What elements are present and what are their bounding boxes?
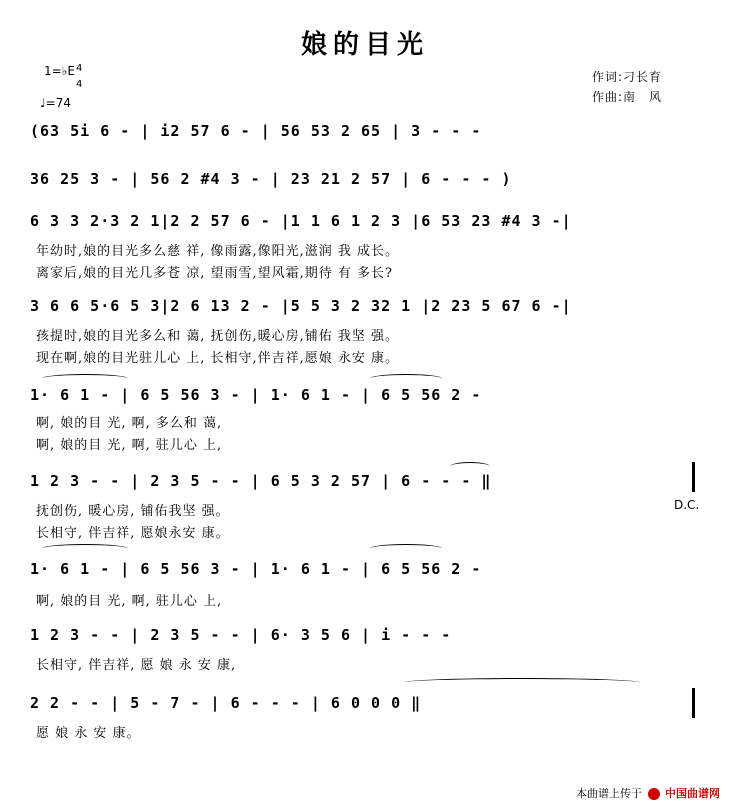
lyrics-row-4-verse-2: 现在啊,娘的目光驻儿心 上, 长相守,伴吉祥,愿娘 永安 康。 [36, 351, 400, 366]
score-row-1: (63 5i 6 - | i2 57 6 - | 56 53 2 65 | 3 - - - [30, 122, 482, 140]
upload-credit-site[interactable]: 中国曲谱网 [665, 787, 720, 800]
score-row-8: 1 2 3 - - | 2 3 5 - - | 6· 3 5 6 | i - - - [30, 626, 452, 644]
lyrics-row-3-verse-2: 离家后,娘的目光几多苍 凉, 望雨雪,望风霜,期待 有 多长? [36, 266, 394, 281]
tempo-marking: ♩=74 [40, 96, 71, 110]
upload-credit [576, 785, 720, 801]
lyrics-row-4-verse-1: 孩提时,娘的目光多么和 蔼, 抚创伤,暖心房,铺佑 我坚 强。 [36, 329, 400, 344]
upload-credit-prefix: 本曲谱上传于 [576, 787, 642, 800]
lyricist-credit: 作词:刁长育 [592, 70, 663, 84]
time-signature-top: 4 [76, 63, 83, 74]
tie-mark [404, 678, 640, 687]
lyrics-row-9: 愿 娘 永 安 康。 [36, 726, 141, 741]
final-barline [692, 688, 695, 718]
time-signature-bottom: 4 [76, 79, 83, 90]
score-row-3: 6 3 3 2·3 2 1|2 2 57 6 - |1 1 6 1 2 3 |6 53 23 #4 3 -| [30, 212, 572, 230]
slur-mark [370, 374, 442, 383]
slur-mark [42, 374, 128, 383]
lyrics-row-6-verse-2: 长相守, 伴吉祥, 愿娘永安 康。 [36, 526, 230, 541]
key-signature: 1=♭E [44, 64, 75, 78]
final-barline [692, 462, 695, 492]
lyrics-row-5-verse-2: 啊, 娘的目 光, 啊, 驻儿心 上, [36, 438, 223, 453]
score-row-6: 1 2 3 - - | 2 3 5 - - | 6 5 3 2 57 | 6 - - - ‖ [30, 472, 492, 490]
slur-mark [370, 544, 442, 553]
slur-mark [42, 544, 128, 553]
lyrics-row-5-verse-1: 啊, 娘的目 光, 啊, 多么和 蔼, [36, 416, 223, 431]
score-row-7: 1· 6 1 - | 6 5 56 3 - | 1· 6 1 - | 6 5 56 2 - [30, 560, 482, 578]
lyrics-row-7: 啊, 娘的目 光, 啊, 驻儿心 上, [36, 594, 223, 609]
lyrics-row-6-verse-1: 抚创伤, 暖心房, 铺佑我坚 强。 [36, 504, 230, 519]
score-row-5: 1· 6 1 - | 6 5 56 3 - | 1· 6 1 - | 6 5 56 2 - [30, 386, 482, 404]
score-row-2: 36 25 3 - | 56 2 #4 3 - | 23 21 2 57 | 6 - - - ) [30, 170, 512, 188]
score-row-4: 3 6 6 5·6 5 3|2 6 13 2 - |5 5 3 2 32 1 |2 23 5 67 6 -| [30, 297, 572, 315]
tie-mark [450, 462, 490, 471]
score-row-9: 2 2 - - | 5 - 7 - | 6 - - - | 6 0 0 0 ‖ [30, 694, 422, 712]
lyrics-row-8: 长相守, 伴吉祥, 愿 娘 永 安 康, [36, 658, 237, 673]
lyrics-row-3-verse-1: 年幼时,娘的目光多么慈 祥, 像雨露,像阳光,滋润 我 成长。 [36, 244, 400, 259]
composer-credit: 作曲:南 风 [592, 90, 663, 104]
song-title: 娘的目光 [300, 30, 429, 60]
da-capo-marking: D.C. [674, 498, 700, 512]
site-logo-icon [648, 788, 660, 800]
